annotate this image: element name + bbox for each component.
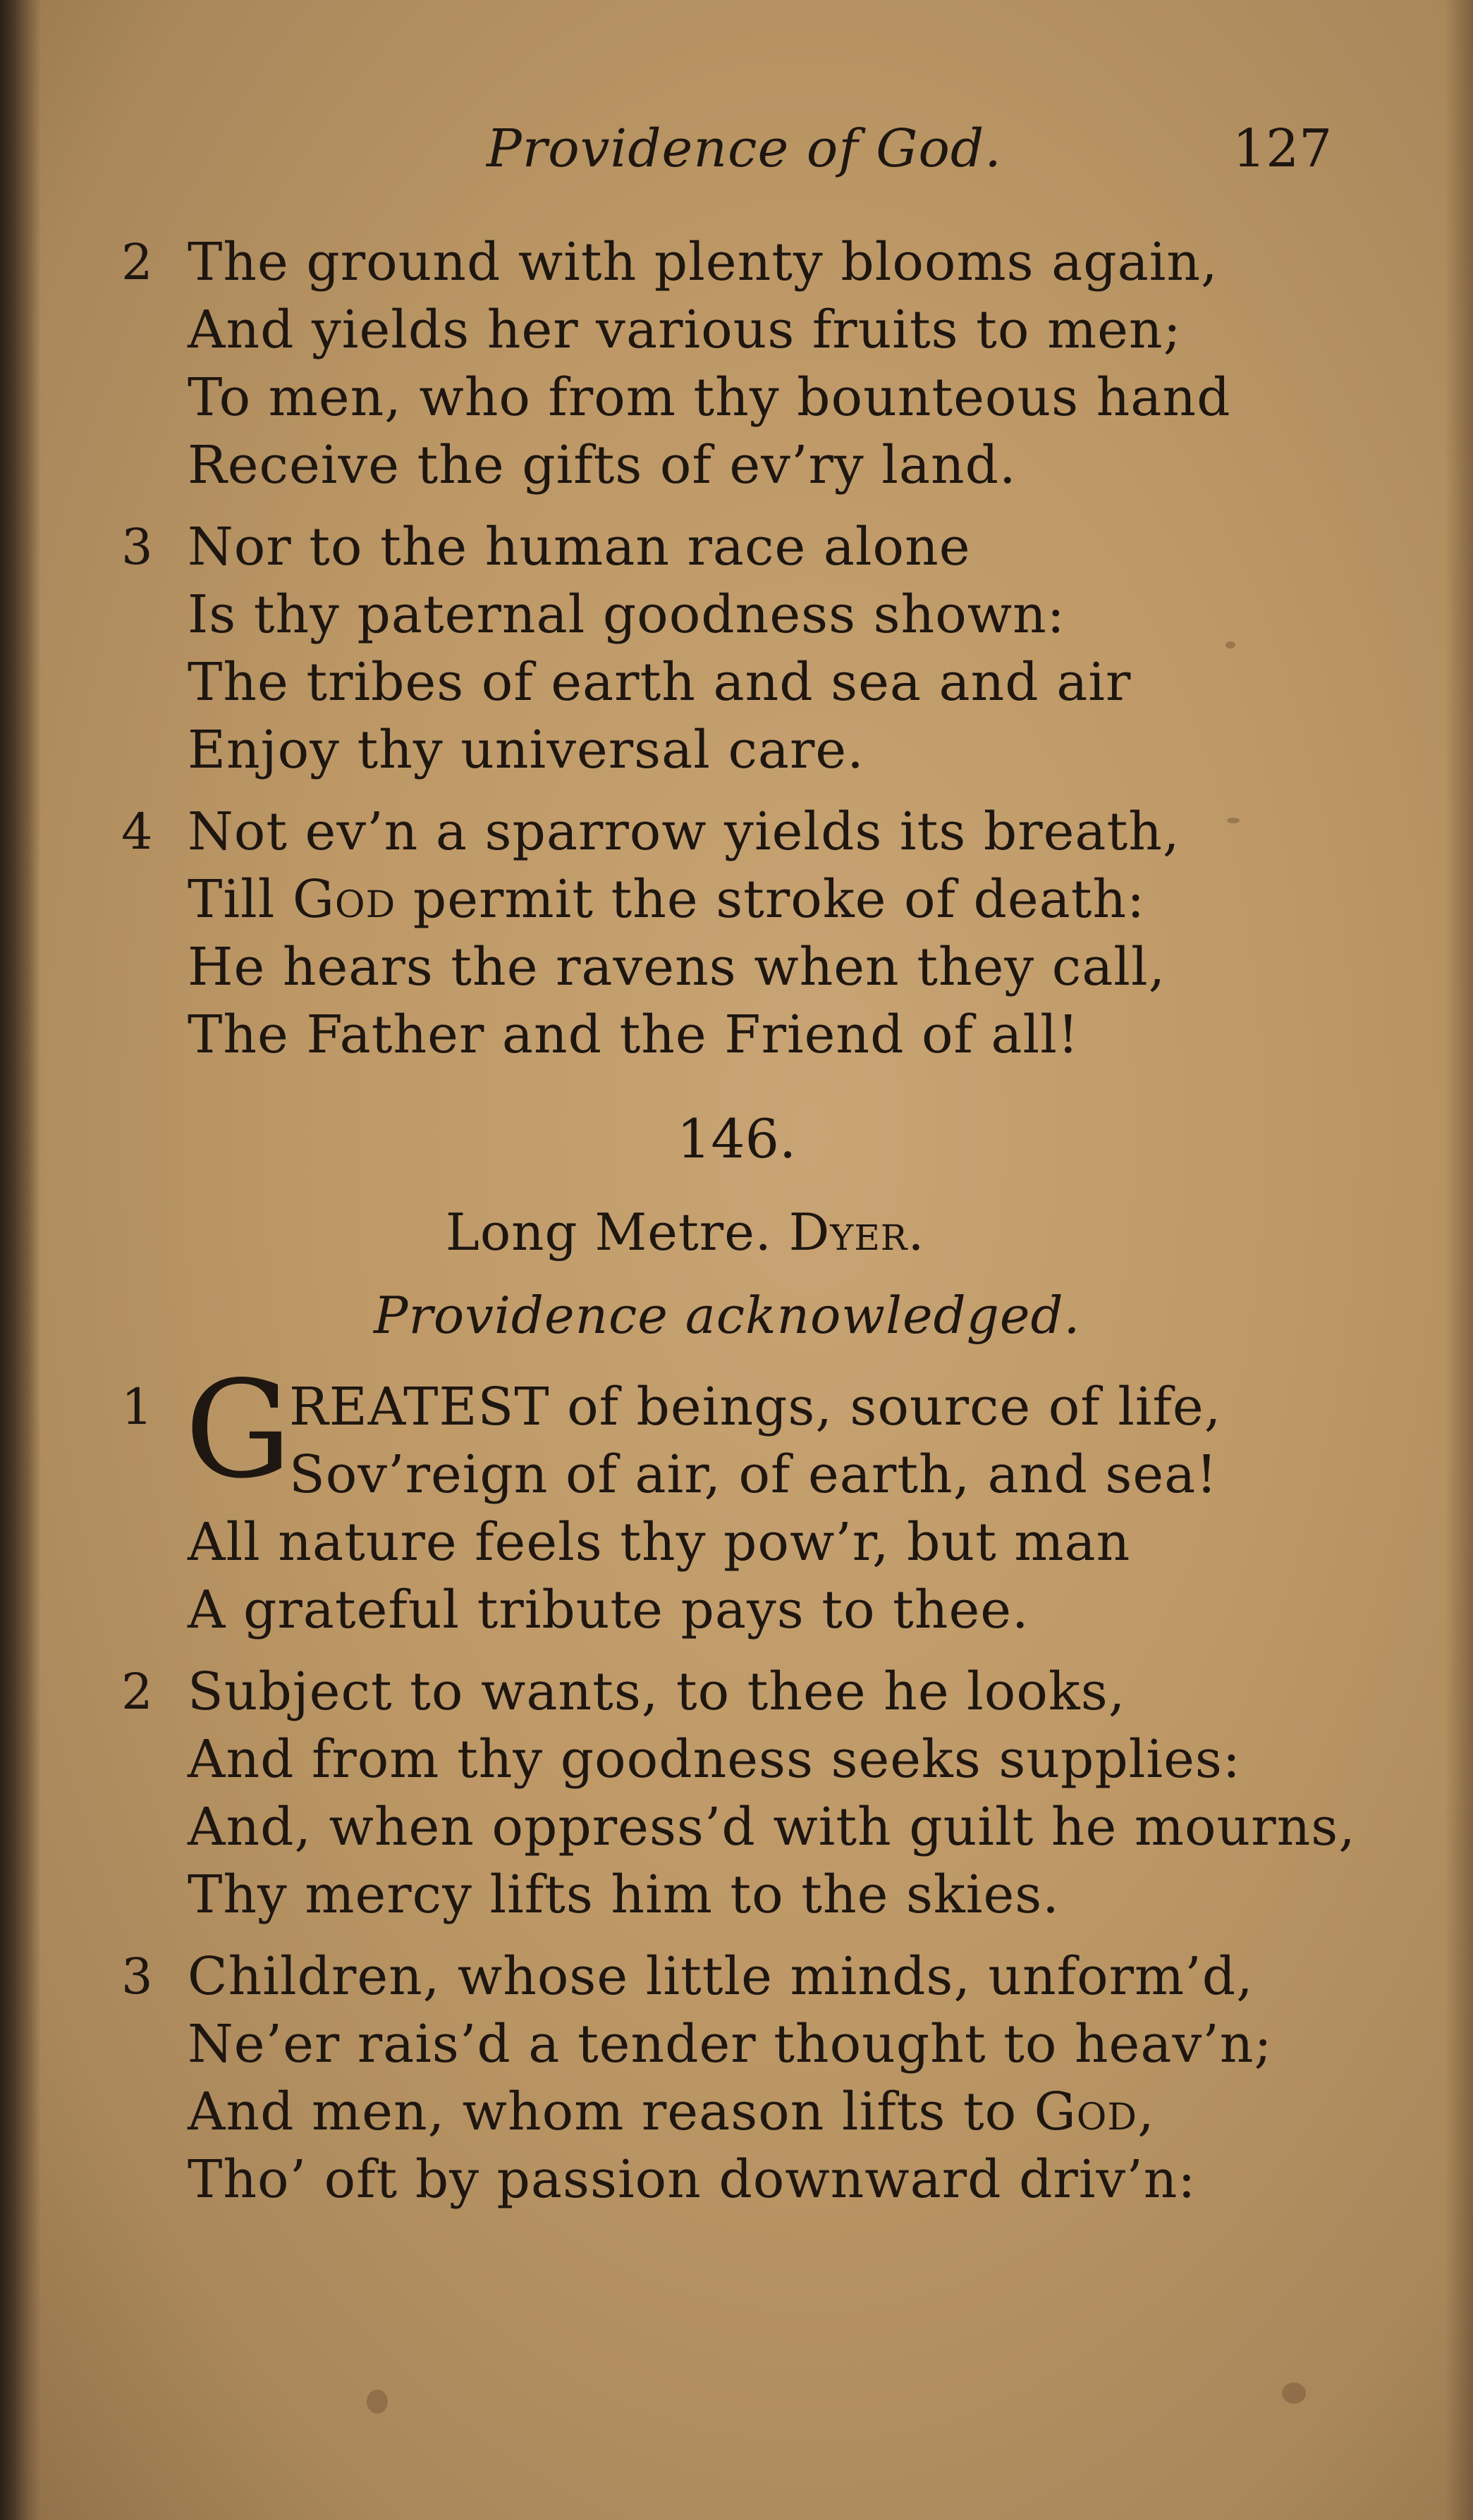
verse-line: Children, whose little minds, unform’d, <box>188 1946 1254 2007</box>
verse-line: He hears the ravens when they call, <box>188 937 1166 997</box>
divine-name: God <box>1034 2082 1138 2142</box>
stanza-number: 3 <box>121 1948 153 2005</box>
page-right-edge <box>1445 0 1473 2520</box>
verse-line: REATEST of beings, source of life, <box>289 1377 1222 1437</box>
verse-line: And yields her various fruits to men; <box>188 300 1182 360</box>
hymn-author: Dyer. <box>788 1203 925 1262</box>
verse-line: The ground with plenty blooms again, <box>188 232 1218 293</box>
verse-line: And from thy goodness seeks supplies: <box>188 1729 1241 1790</box>
verse-text: And men, whom reason lifts to <box>188 2082 1034 2142</box>
verse-line: Receive the gifts of ev’ry land. <box>188 435 1017 496</box>
verse-line: A grateful tribute pays to thee. <box>188 1580 1029 1640</box>
running-header <box>0 106 1473 183</box>
verse-line: Ne’er rais’d a tender thought to heav’n; <box>188 2014 1273 2075</box>
verse-text: permit the stroke of death: <box>396 869 1146 930</box>
divine-name: God <box>292 869 396 930</box>
verse-line: All nature feels thy pow’r, but man <box>188 1512 1131 1573</box>
hymn-metre-line <box>446 1198 924 1266</box>
verse-line: Tho’ oft by passion downward driv’n: <box>188 2149 1197 2210</box>
verse-line: And, when oppress’d with guilt he mourns, <box>188 1797 1356 1857</box>
verse-line: Is thy paternal goodness shown: <box>188 584 1065 645</box>
foxing-spot <box>1282 2383 1306 2404</box>
verse-line: Enjoy thy universal care. <box>188 720 864 780</box>
stanza-number: 1 <box>121 1378 153 1436</box>
page-number: 127 <box>1233 118 1333 179</box>
verse-line: The Father and the Friend of all! <box>188 1004 1080 1065</box>
page-binding-shadow <box>0 0 41 2520</box>
verse-line: Sov’reign of air, of earth, and sea! <box>289 1444 1218 1505</box>
verse-text: Till <box>188 869 293 930</box>
stanza-number: 4 <box>121 803 153 861</box>
foxing-spot <box>1227 818 1240 823</box>
hymn-metre: Long Metre. <box>446 1203 772 1262</box>
hymn-subject: Providence acknowledged. <box>374 1286 1081 1345</box>
running-title: Providence of God. <box>487 118 1002 179</box>
verse-line: The tribes of earth and sea and air <box>188 652 1132 713</box>
verse-line: Thy mercy lifts him to the skies. <box>188 1864 1060 1925</box>
verse-line: To men, who from thy bounteous hand <box>188 367 1231 428</box>
verse-text: , <box>1137 2082 1155 2142</box>
drop-cap: G <box>185 1352 292 1508</box>
verse-line: Nor to the human race alone <box>188 517 971 577</box>
stanza-number: 2 <box>121 1663 153 1721</box>
foxing-spot <box>1226 641 1235 649</box>
verse-line <box>188 866 1145 933</box>
foxing-spot <box>367 2390 388 2414</box>
stanza-number: 2 <box>121 233 153 291</box>
verse-line: Subject to wants, to thee he looks, <box>188 1661 1126 1722</box>
stanza-number: 3 <box>121 518 153 576</box>
verse-line <box>188 2078 1155 2146</box>
hymn-number: 146. <box>676 1107 797 1170</box>
verse-line: Not ev’n a sparrow yields its breath, <box>188 801 1180 862</box>
